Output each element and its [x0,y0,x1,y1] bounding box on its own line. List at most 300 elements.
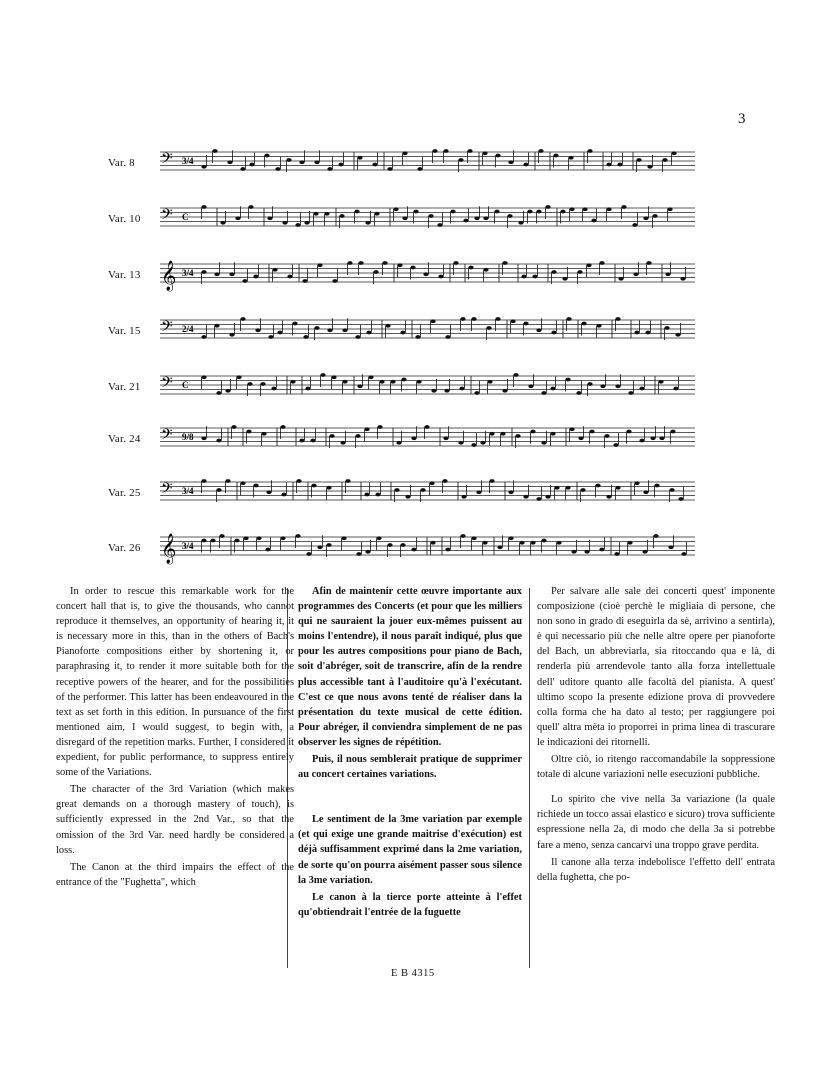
note [580,488,585,492]
note [553,154,558,158]
note [565,378,570,382]
note [675,333,680,337]
music-staff [160,198,700,238]
note [599,261,604,265]
note [411,436,416,440]
note [668,545,673,549]
time-signature: 3/4 [182,486,194,496]
note [236,375,241,379]
text-column-english [56,584,294,890]
note [280,425,285,429]
note [633,272,638,276]
note [219,534,224,538]
note [587,382,592,386]
note [458,158,463,162]
music-example [0,418,827,458]
note [541,391,546,395]
note [458,441,463,445]
note [405,495,410,499]
note [339,214,344,218]
bass-clef-icon: 𝄢 [161,426,173,447]
note [483,216,488,220]
note [530,541,535,545]
note [480,441,485,445]
note [459,387,464,391]
music-example [0,142,827,182]
note [599,548,604,552]
note [290,380,295,384]
note [495,154,500,158]
note [437,223,442,227]
note [614,552,619,556]
note [569,427,574,431]
note [528,384,533,388]
note [327,328,332,332]
note [438,275,443,279]
note [586,263,591,267]
note [338,163,343,167]
note [646,261,651,265]
note [571,550,576,554]
note [268,335,273,339]
note [595,484,600,488]
note [295,223,300,227]
note [265,548,270,552]
treble-clef-icon: 𝄞 [161,261,177,291]
note [617,163,622,167]
note [355,335,360,339]
note [653,534,658,538]
note [532,275,537,279]
note [482,541,487,545]
note [606,163,611,167]
note [364,427,369,431]
note [373,270,378,274]
note [527,210,532,214]
note [634,331,639,335]
note [613,443,618,447]
note [326,486,331,490]
note [347,261,352,265]
note [397,263,402,267]
note [536,328,541,332]
note [302,279,307,283]
note [324,212,329,216]
note [216,391,221,395]
note [671,151,676,155]
note [658,380,663,384]
note [332,279,337,283]
note [420,488,425,492]
note [214,272,219,276]
paragraph: In order to rescue this remarkable work for the concert hall that is, to give the thousands, who cannot reproduce it themselves, an opportunity of hearing it, it is necessary more in this, than in the others of Bach's Pianoforte compositions either by shortening it, or paraphrasing it, to render it more suitable both for the receptive powers of the hearer, and for the possibilities of the performer. This latter has been endeavoured in the text as set forth in this edition. In pursuance of the first mentioned aim, I would suggest, to begin with, a disregard of the repetition marks. Further, I considered it expedient, for public performance, to suppress entirely some of the Variations. [56,586,294,779]
music-example [0,198,827,238]
note [311,484,316,488]
note [662,158,667,162]
note [372,163,377,167]
note [231,425,236,429]
note [214,324,219,328]
note [379,380,384,384]
note [591,219,596,223]
note [497,545,502,549]
note [401,378,406,382]
time-signature: C [182,380,189,390]
note [235,216,240,220]
paragraph: Le canon à la tierce porte atteinte à l'effet qu'obtiendrait l'entrée de la fuguette [298,891,522,918]
note [326,543,331,547]
note [541,539,546,543]
note [216,439,221,443]
text-column-french [298,584,522,920]
note [429,481,434,485]
note [643,490,648,494]
note [502,389,507,393]
note [431,389,436,393]
note [275,167,280,171]
note [358,261,363,265]
note [417,167,422,171]
note [600,384,605,388]
note [355,434,360,438]
note [342,328,347,332]
note [377,425,382,429]
note [632,223,637,227]
note [267,216,272,220]
note [413,210,418,214]
note [665,272,670,276]
note [385,324,390,328]
note [306,552,311,556]
note [240,481,245,485]
note [253,275,258,279]
note [494,210,499,214]
note [460,534,465,538]
music-staff [160,142,700,182]
note [554,486,559,490]
note [556,541,561,545]
note [569,207,574,211]
note [314,160,319,164]
time-signature: C [182,212,189,222]
note [314,326,319,330]
note [471,443,476,447]
note [443,149,448,153]
music-example [0,527,827,567]
note [255,328,260,332]
note [673,387,678,391]
note [530,430,535,434]
note [474,216,479,220]
note [659,436,664,440]
note [523,163,528,167]
note [523,495,528,499]
note [550,387,555,391]
time-signature: 3/4 [182,268,194,278]
time-signature: 3/4 [182,541,194,551]
bass-clef-icon: 𝄢 [161,318,173,339]
note [545,495,550,499]
note [507,214,512,218]
note [654,484,659,488]
note [615,384,620,388]
note [562,277,567,281]
note [242,279,247,283]
note [400,543,405,547]
text-column-italian [537,584,775,885]
note [246,430,251,434]
note [357,156,362,160]
time-signature: 2/4 [182,324,194,334]
note [581,322,586,326]
note [210,539,215,543]
note [286,158,291,162]
note [513,373,518,377]
note [266,490,271,494]
note [550,432,555,436]
note [604,434,609,438]
note [234,539,239,543]
paragraph: Puis, il nous semblerait pratique de supprimer au concert certaines variations. [298,754,522,781]
note [670,430,675,434]
note [510,319,515,323]
note [642,550,647,554]
note [277,331,282,335]
note [518,221,523,225]
note [365,221,370,225]
note [474,391,479,395]
note [299,439,304,443]
note [450,210,455,214]
note [216,488,221,492]
note [444,389,449,393]
note [393,207,398,211]
note [669,488,674,492]
paragraph: Lo spirito che vive nella 3a variazione (la quale richiede un tocco assai elastico e sicuro) trova sufficiente espressione nella 2a, di modo che della 3a si potrebbe fare a meno, senza cancarvi una troppo grave perdita. [537,794,775,851]
note [468,266,473,270]
treble-clef-icon: 𝄞 [161,534,177,564]
note [304,221,309,225]
note [410,266,415,270]
variation-label: Var. 26 [108,542,141,554]
note [568,156,573,160]
note [495,317,500,321]
note [366,331,371,335]
note [264,154,269,158]
note [287,275,292,279]
note [341,536,346,540]
note [463,219,468,223]
paragraph: Le sentiment de la 3me variation par exemple (et qui exige une grande maitrise d'exécution) est déjà suffisamment exprimé dans la 2me variation, de sorte qu'on pourra aisément passer sous silence la 3me variation. [298,814,522,886]
note [664,326,669,330]
note [678,497,683,501]
note [545,205,550,209]
bass-clef-icon: 𝄢 [161,150,173,171]
note [636,158,641,162]
note [536,497,541,501]
note [508,160,513,164]
note [430,319,435,323]
note [387,543,392,547]
note [281,493,286,497]
note [639,439,644,443]
note [560,210,565,214]
bass-clef-icon: 𝄢 [161,480,173,501]
variation-label: Var. 15 [108,325,141,337]
note [299,160,304,164]
variation-label: Var. 8 [108,157,135,169]
variation-label: Var. 10 [108,213,141,225]
note [521,275,526,279]
note [201,436,206,440]
note [634,481,639,485]
note [584,550,589,554]
note [394,488,399,492]
note [295,534,300,538]
note [201,335,206,339]
paragraph: Per salvare alle sale dei concerti quest' imponente composizione (cioè perchè le migliaia di persone, che non sono in grado di eseguirla da sè, arrivino a sentirla), è qui necessario più che nelle altre opere per pianoforte del Bach, un abbreviarla, sia ritoccando qua e là, di renderla più arrendevole tanto alla forza intellettuale dell' uditore quanto alle facoltà del pianista. A quest' ultimo scopo la presente edizione prova di provvedere colla forma che ha dato al testo; per raggiungere poi quell' altra mèta io proporrei in prima linea di trascurare le indicazioni dei ritornelli. [537,586,775,748]
footer-catalog-number: E B 4315 [391,968,435,979]
music-staff [160,310,700,350]
note [390,380,395,384]
time-signature: 3/4 [182,156,194,166]
note [536,210,541,214]
note [402,151,407,155]
note [680,277,685,281]
note [317,263,322,267]
note [240,317,245,321]
note [201,205,206,209]
paragraph: Il canone alla terza indebolisce l'effetto dell' entrata della fughetta, che po- [537,856,775,883]
bass-clef-icon: 𝄢 [161,206,173,227]
music-example [0,254,827,294]
note [578,436,583,440]
note [551,331,556,335]
note [310,439,315,443]
note [508,536,513,540]
paragraph: Afin de maintenir cette œuvre importante aux programmes des Concerts (et pour que les milliers qui ne sauraient la jouer eux-mêmes puissent au moins l'entendre), il nous paraît indiqué, plus que pour les autres compositions pour piano de Bach, soit d'abréger, soit de transcrire, afin de la rendre plus accessible tant à l'auditoire qu'à l'exécutant. C'est ce que nous avons tenté de réaliser dans la présentation du texte musical de cette édition. Pour abréger, il conviendra simplement de ne pas observer les signes de répétition. [298,586,522,748]
note [317,545,322,549]
note [643,216,648,220]
note [387,167,392,171]
page-number: 3 [738,111,746,127]
note [445,335,450,339]
note [615,486,620,490]
note [430,541,435,545]
note [249,163,254,167]
note [253,484,258,488]
note [650,436,655,440]
note [320,373,325,377]
note [576,391,581,395]
music-staff [160,254,700,294]
note [443,436,448,440]
note [411,548,416,552]
note [282,221,287,225]
note [201,539,206,543]
note [628,391,633,395]
note [577,270,582,274]
note [327,167,332,171]
note [220,221,225,225]
note [243,536,248,540]
note [566,317,571,321]
note [212,149,217,153]
note [201,479,206,483]
note [271,387,276,391]
time-signature: 9/8 [182,432,194,442]
paragraph: The character of the 3rd Variation (which makes great demands on a thorough mastery of touch), is sufficiently expressed in the 2nd Var., so that the omission of the 3rd Var. need hardly be considered a loss. [56,784,294,856]
music-staff [160,418,700,458]
note [471,317,476,321]
note [382,261,387,265]
variation-label: Var. 25 [108,487,141,499]
note [681,552,686,556]
note [442,479,447,483]
note [482,151,487,155]
note [615,317,620,321]
note [489,479,494,483]
note [354,210,359,214]
note [582,207,587,211]
divider-right [529,588,530,968]
note [486,326,491,330]
note [621,205,626,209]
note [647,165,652,169]
note [374,212,379,216]
note [565,486,570,490]
note [364,493,369,497]
note [502,261,507,265]
note [424,425,429,429]
note [247,382,252,386]
music-example [0,310,827,350]
music-staff [160,527,700,567]
note [331,375,336,379]
note [416,380,421,384]
note [345,479,350,483]
note [626,430,631,434]
note [313,212,318,216]
music-example [0,366,827,406]
note [201,165,206,169]
note [461,495,466,499]
note [639,387,644,391]
note [606,207,611,211]
note [515,434,520,438]
note [500,432,505,436]
music-staff [160,472,700,512]
music-staff [160,366,700,406]
variation-label: Var. 21 [108,381,141,393]
note [329,434,334,438]
note [357,384,362,388]
note [229,272,234,276]
note [229,333,234,337]
note [225,389,230,393]
note [342,380,347,384]
variation-label: Var. 24 [108,433,141,445]
note [280,536,285,540]
note [402,216,407,220]
note [396,441,401,445]
note [261,432,266,436]
note [519,541,524,545]
note [240,167,245,171]
note [487,380,492,384]
note [368,375,373,379]
note [445,548,450,552]
